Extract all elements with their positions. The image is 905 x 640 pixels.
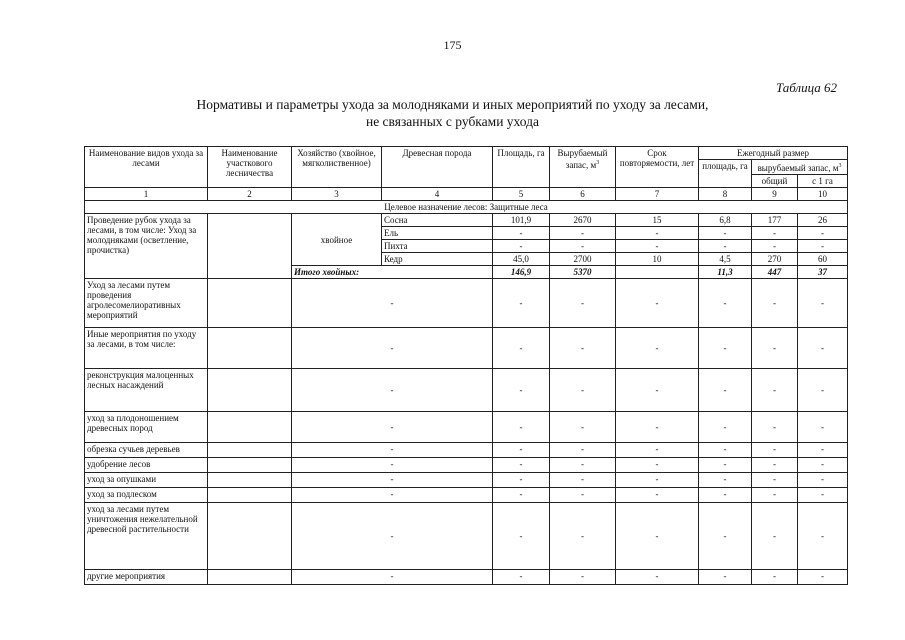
row-name: реконструкция малоценных лесных насаждений [85,369,208,412]
volume-cell: - [550,503,616,570]
other-rows [85,279,848,585]
farm-cell: - [292,279,493,328]
annual-total-cell: - [752,412,798,443]
farm-cell: - [292,473,493,488]
title-line-1: Нормативы и параметры ухода за молодняками и иных мероприятий по уходу за лесами, [196,97,709,112]
period-cell: - [616,503,699,570]
total-annual-total: 447 [752,266,798,279]
annual-per-ha-cell: - [798,328,848,369]
annual-area-cell: - [699,488,752,503]
volume-cell: - [550,240,616,253]
row-name: удобрение лесов [85,458,208,473]
annual-per-ha-cell: - [798,488,848,503]
area-cell: - [493,412,550,443]
annual-per-ha-cell: - [798,227,848,240]
forest-purpose: Целевое назначение лесов: Защитные леса [85,201,848,214]
volume-cell: - [550,570,616,585]
annual-area-cell: - [699,570,752,585]
row-name: другие мероприятия [85,570,208,585]
header-total: общий [752,175,798,188]
column-number: 9 [752,188,798,201]
volume-cell: - [550,473,616,488]
header-per-ha: с 1 га [798,175,848,188]
total-volume: 5370 [550,266,616,279]
period-cell: - [616,279,699,328]
forestry-cell [208,458,292,473]
volume-cell: - [550,369,616,412]
farm-cell: - [292,443,493,458]
annual-per-ha-cell: - [798,412,848,443]
period-cell: - [616,328,699,369]
row-name: уход за плодоношением древесных пород [85,412,208,443]
annual-area-cell: - [699,412,752,443]
area-cell: - [493,473,550,488]
total-label: Итого хвойных: [292,266,493,279]
annual-per-ha-cell: - [798,473,848,488]
area-cell: 101,9 [493,214,550,227]
farm-cell: - [292,503,493,570]
area-cell: - [493,328,550,369]
annual-area-cell: - [699,458,752,473]
table-row [85,443,848,458]
header-period: Срок повторяемости, лет [616,147,699,188]
row-name: уход за опушками [85,473,208,488]
annual-per-ha-cell: - [798,503,848,570]
farm-cell: - [292,458,493,473]
header-annual: Ежегодный размер [699,147,848,160]
norms-table [84,146,848,585]
period-cell: - [616,227,699,240]
area-cell: - [493,240,550,253]
column-number: 8 [699,188,752,201]
row-name: Проведение рубок ухода за лесами, в том числе: Уход за молодняками (осветление, прочистка) [85,214,208,279]
table-row [85,503,848,570]
table-row [85,328,848,369]
volume-cell: - [550,328,616,369]
annual-area-cell: - [699,328,752,369]
annual-total-cell: - [752,369,798,412]
period-cell: 15 [616,214,699,227]
row-name: уход за лесами путем уничтожения нежелательной древесной растительности [85,503,208,570]
header-view-name: Наименование видов ухода за лесами [85,147,208,188]
purpose-row [85,201,848,214]
annual-area-cell: - [699,443,752,458]
area-cell: - [493,369,550,412]
area-cell: - [493,443,550,458]
period-cell: - [616,458,699,473]
period-cell: - [616,488,699,503]
table-row [85,570,848,585]
forestry-cell [208,503,292,570]
annual-total-cell: - [752,227,798,240]
species-cell: Кедр [382,253,493,266]
column-number: 10 [798,188,848,201]
forestry-cell [208,369,292,412]
column-number: 4 [382,188,493,201]
row-name: уход за подлеском [85,488,208,503]
forestry-cell [208,214,292,279]
header-forestry: Наименование участкового лесничества [208,147,292,188]
table-row [85,488,848,503]
header-volume: Вырубаемый запас, $м^3$ [550,147,616,188]
forestry-cell [208,328,292,369]
column-number: 1 [85,188,208,201]
annual-area-cell: - [699,227,752,240]
table-row [85,369,848,412]
row-name: обрезка сучьев деревьев [85,443,208,458]
species-cell: Пихта [382,240,493,253]
annual-total-cell: - [752,458,798,473]
column-number: 2 [208,188,292,201]
farm-cell: - [292,570,493,585]
column-number-row [85,188,848,201]
farm-cell: - [292,412,493,443]
annual-area-cell: - [699,503,752,570]
document-title [0,96,905,130]
period-cell: - [616,369,699,412]
forestry-cell [208,473,292,488]
table-row [85,458,848,473]
farm-cell: - [292,369,493,412]
annual-total-cell: 270 [752,253,798,266]
header-annual-area: площадь, га [699,160,752,188]
annual-area-cell: - [699,473,752,488]
period-cell: - [616,473,699,488]
farm-cell: - [292,488,493,503]
annual-total-cell: 177 [752,214,798,227]
species-cell: Сосна [382,214,493,227]
table-row [85,279,848,328]
column-number: 6 [550,188,616,201]
annual-total-cell: - [752,473,798,488]
annual-per-ha-cell: - [798,443,848,458]
annual-per-ha-cell: - [798,369,848,412]
period-cell: - [616,240,699,253]
volume-cell: - [550,458,616,473]
table-row [85,473,848,488]
column-number: 3 [292,188,382,201]
volume-cell: - [550,227,616,240]
farm-cell: хвойное [292,214,382,266]
header-annual-volume: вырубаемый запас, $м^3$ [752,160,848,175]
forestry-cell [208,279,292,328]
annual-per-ha-cell: - [798,279,848,328]
area-cell: - [493,488,550,503]
header-species: Древесная порода [382,147,493,188]
table-label: Таблица 62 [775,80,837,95]
header-row-1 [85,147,848,160]
annual-area-cell: - [699,369,752,412]
annual-area-cell: 6,8 [699,214,752,227]
forestry-cell [208,412,292,443]
annual-per-ha-cell: - [798,570,848,585]
forestry-cell [208,570,292,585]
period-cell: - [616,570,699,585]
volume-cell: - [550,412,616,443]
volume-cell: - [550,488,616,503]
annual-total-cell: - [752,488,798,503]
row-name: Уход за лесами путем проведения агролесомелиоративных мероприятий [85,279,208,328]
annual-total-cell: - [752,503,798,570]
period-cell: - [616,412,699,443]
period-cell: - [616,443,699,458]
header-farm: Хозяйство (хвойное, мягколиственное) [292,147,382,188]
volume-cell: - [550,279,616,328]
area-cell: - [493,279,550,328]
annual-total-cell: - [752,279,798,328]
forestry-cell [208,488,292,503]
total-area: 146,9 [493,266,550,279]
total-period [616,266,699,279]
species-cell: Ель [382,227,493,240]
annual-per-ha-cell: - [798,458,848,473]
area-cell: - [493,227,550,240]
annual-total-cell: - [752,570,798,585]
annual-total-cell: - [752,240,798,253]
area-cell: - [493,458,550,473]
forestry-cell [208,443,292,458]
volume-cell: 2670 [550,214,616,227]
annual-per-ha-cell: - [798,240,848,253]
table-row [85,412,848,443]
area-cell: 45,0 [493,253,550,266]
annual-per-ha-cell: 60 [798,253,848,266]
row-name: Иные мероприятия по уходу за лесами, в том числе: [85,328,208,369]
annual-total-cell: - [752,328,798,369]
table-row [85,214,848,227]
area-cell: - [493,503,550,570]
column-number: 7 [616,188,699,201]
annual-per-ha-cell: 26 [798,214,848,227]
volume-cell: 2700 [550,253,616,266]
total-annual-per-ha: 37 [798,266,848,279]
column-number: 5 [493,188,550,201]
period-cell: 10 [616,253,699,266]
total-annual-area: 11,3 [699,266,752,279]
title-line-2: не связанных с рубками ухода [365,114,540,129]
annual-total-cell: - [752,443,798,458]
annual-area-cell: - [699,240,752,253]
volume-cell: - [550,443,616,458]
annual-area-cell: 4,5 [699,253,752,266]
page-number: 175 [443,38,462,52]
header-area: Площадь, га [493,147,550,188]
annual-area-cell: - [699,279,752,328]
farm-cell: - [292,328,493,369]
area-cell: - [493,570,550,585]
